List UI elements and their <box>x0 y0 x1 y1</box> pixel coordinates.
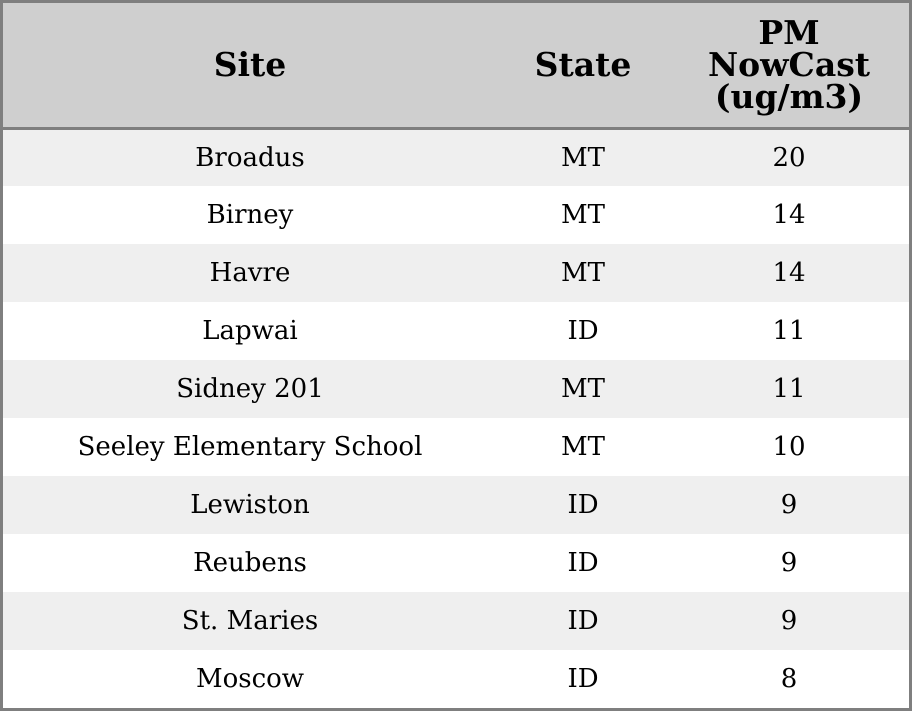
cell-state: ID <box>567 664 599 694</box>
cell-pm: 10 <box>772 432 806 462</box>
cell-site: Havre <box>209 258 291 288</box>
table-row <box>3 128 909 186</box>
cell-pm: 20 <box>772 142 806 173</box>
cell-state: MT <box>561 374 605 404</box>
header-pm-line-1: PM <box>758 12 820 52</box>
table-header <box>3 3 909 128</box>
table-row <box>3 360 909 418</box>
table-row <box>3 476 909 534</box>
header-site: Site <box>3 3 497 128</box>
table-row <box>3 186 909 244</box>
cell-state: ID <box>567 490 599 520</box>
table-row <box>3 650 909 708</box>
table-row <box>3 592 909 650</box>
cell-pm: 9 <box>780 606 798 636</box>
cell-site: Seeley Elementary School <box>77 432 423 462</box>
cell-pm: 14 <box>772 258 806 288</box>
header-pm-line-3: (ug/m3) <box>714 76 864 116</box>
header-pm-line-2: NowCast <box>707 44 871 84</box>
cell-site: Lapwai <box>202 316 298 346</box>
cell-state: MT <box>561 200 605 230</box>
cell-state: ID <box>567 316 599 346</box>
cell-site: Sidney 201 <box>176 374 324 404</box>
table-row <box>3 534 909 592</box>
cell-site: Moscow <box>195 664 305 694</box>
table-row <box>3 418 909 476</box>
header-pm-nowcast <box>669 3 909 128</box>
cell-pm: 11 <box>772 316 806 346</box>
cell-site: Reubens <box>193 548 307 578</box>
cell-state: ID <box>567 548 599 578</box>
header-row <box>3 3 909 128</box>
cell-pm: 9 <box>780 548 798 578</box>
table-row <box>3 302 909 360</box>
cell-pm: 11 <box>772 374 806 404</box>
cell-pm: 8 <box>780 664 798 694</box>
cell-site: Broadus <box>195 142 305 173</box>
cell-pm: 14 <box>772 200 806 230</box>
cell-site: Lewiston <box>190 490 310 520</box>
cell-site: Birney <box>206 200 294 230</box>
cell-state: MT <box>561 142 605 173</box>
header-state: State <box>497 3 669 128</box>
table-body <box>3 128 909 708</box>
cell-state: MT <box>561 432 605 462</box>
table-row <box>3 244 909 302</box>
cell-pm: 9 <box>780 490 798 520</box>
cell-state: MT <box>561 258 605 288</box>
pm-nowcast-table <box>3 3 909 708</box>
cell-state: ID <box>567 606 599 636</box>
cell-site: St. Maries <box>181 606 319 636</box>
